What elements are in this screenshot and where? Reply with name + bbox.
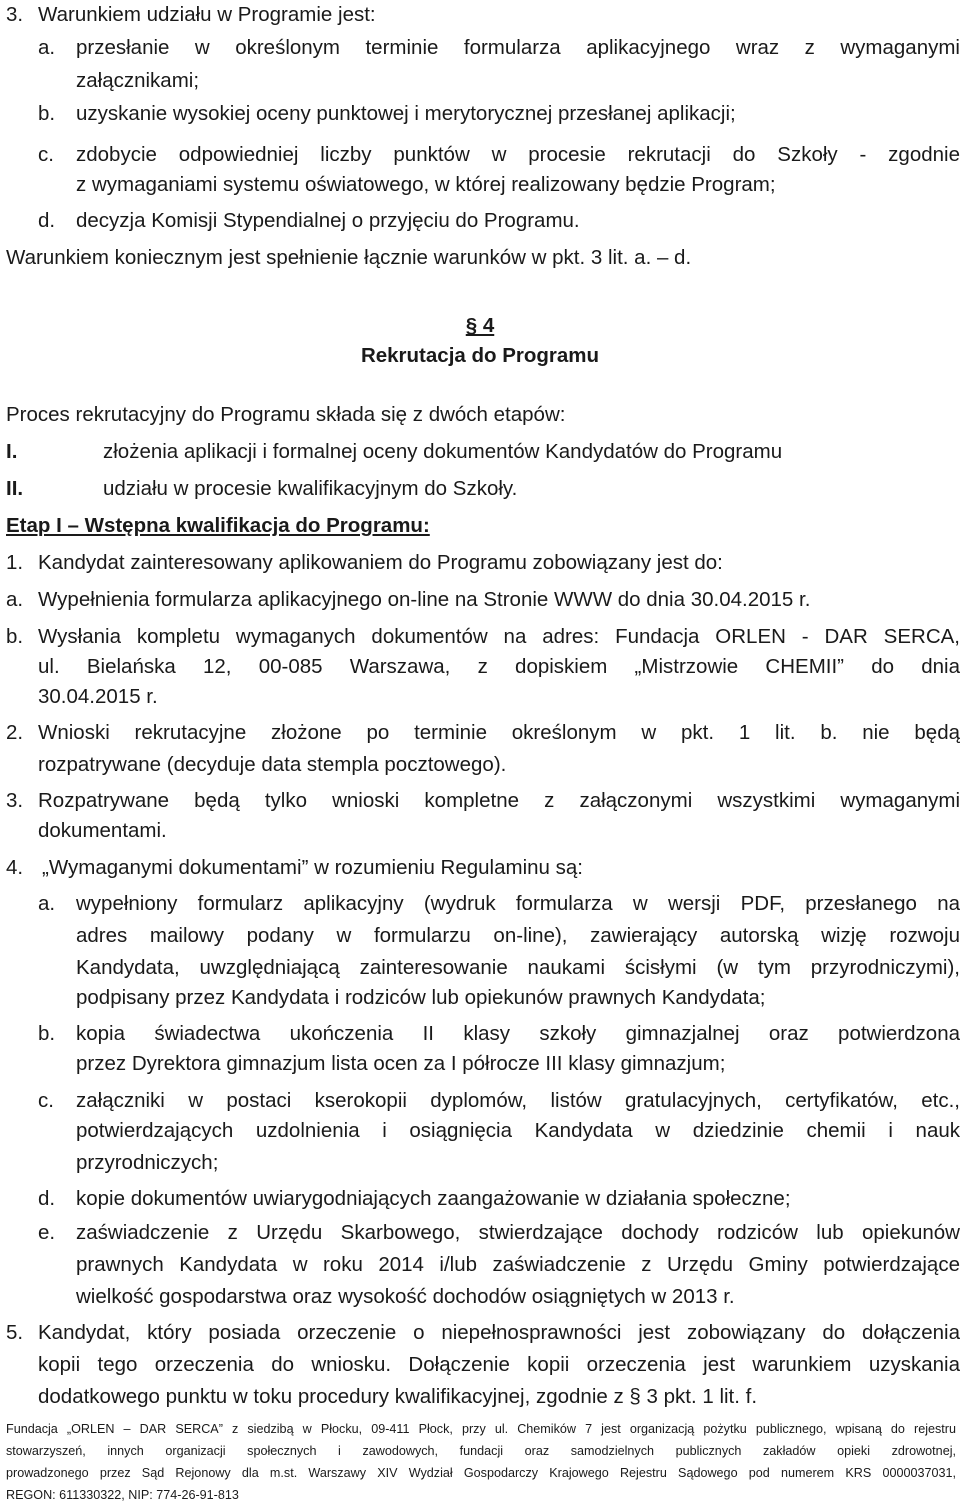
list-letter: b. (38, 1022, 56, 1045)
list-item-line: kopie dokumentów uwiarygodniających zaangażowanie w działania społeczne; (76, 1187, 791, 1210)
list-number: 5. (6, 1321, 24, 1344)
list-item-line: ul. Bielańska 12, 00-085 Warszawa, z dopiskiem „Mistrzowie CHEMII” do dnia (38, 655, 960, 678)
list-number: 4. (6, 856, 24, 879)
list-item-line: zaświadczenie z Urzędu Skarbowego, stwierdzające dochody rodziców lub opiekunów (76, 1221, 960, 1244)
list-item-line: kopia świadectwa ukończenia II klasy szkoły gimnazjalnej oraz potwierdzona (76, 1022, 960, 1045)
stage-number: II. (6, 477, 24, 500)
stage-title: Etap I – Wstępna kwalifikacja do Programu: (6, 514, 430, 537)
list-letter: d. (38, 209, 56, 232)
list-item-line: Wypełnienia formularza aplikacyjnego on-line na Stronie WWW do dnia 30.04.2015 r. (38, 588, 811, 611)
list-item-line: 30.04.2015 r. (38, 685, 158, 708)
list-item-line: Kandydata, uwzględniającą zainteresowanie naukami ścisłymi (w tym przyrodniczymi), (76, 956, 960, 979)
list-item-line: potwierdzających uzdolnienia i osiągnięcia Kandydata w dziedzinie chemii i nauk (76, 1119, 960, 1142)
section-heading: Rekrutacja do Programu (360, 344, 600, 367)
list-item-line: podpisany przez Kandydata i rodziców lub opiekunów prawnych Kandydata; (76, 986, 766, 1009)
footer-line: prowadzonego przez Sąd Rejonowy dla m.st. Warszawy XIV Wydział Gospodarczy Krajowego Rejestru Sądowego pod numerem KRS 0000037031, (6, 1466, 956, 1480)
list-item-line: Kandydat zainteresowany aplikowaniem do Programu zobowiązany jest do: (38, 551, 723, 574)
process-intro: Proces rekrutacyjny do Programu składa się z dwóch etapów: (6, 403, 566, 426)
list-item-line: decyzja Komisji Stypendialnej o przyjęciu do Programu. (76, 209, 580, 232)
list-letter: a. (38, 892, 56, 915)
list-number: 3. (6, 3, 24, 26)
stage-text: złożenia aplikacji i formalnej oceny dokumentów Kandydatów do Programu (103, 440, 783, 463)
list-item-line: „Wymaganymi dokumentami” w rozumieniu Regulaminu są: (42, 856, 583, 879)
condition-text: Warunkiem koniecznym jest spełnienie łącznie warunków w pkt. 3 lit. a. – d. (6, 246, 692, 269)
list-item-line: z wymaganiami systemu oświatowego, w której realizowany będzie Program; (76, 173, 776, 196)
list-letter: a. (6, 588, 24, 611)
footer-line: Fundacja „ORLEN – DAR SERCA” z siedzibą w Płocku, 09-411 Płock, przy ul. Chemików 7 jest organizacją pożytku publicznego, wpisaną do rejestru (6, 1422, 956, 1436)
list-item-line: uzyskanie wysokiej oceny punktowej i merytorycznej przesłanej aplikacji; (76, 102, 736, 125)
stage-text: udziału w procesie kwalifikacyjnym do Szkoły. (103, 477, 518, 500)
list-number: 2. (6, 721, 24, 744)
list-letter: e. (38, 1221, 56, 1244)
list-item-line: dodatkowego punktu w toku procedury kwalifikacyjnej, zgodnie z § 3 pkt. 1 lit. f. (38, 1385, 758, 1408)
list-letter: c. (38, 1089, 54, 1112)
list-item-line: dokumentami. (38, 819, 167, 842)
list-item-line: załącznikami; (76, 69, 200, 92)
list-item-line: Rozpatrywane będą tylko wnioski kompletne z załączonymi wszystkimi wymaganymi (38, 789, 960, 812)
footer-line: REGON: 611330322, NIP: 774-26-91-813 (6, 1488, 239, 1502)
list-letter: c. (38, 143, 54, 166)
list-item-line: przesłanie w określonym terminie formularza aplikacyjnego wraz z wymaganymi (76, 36, 960, 59)
list-item-line: adres mailowy podany w formularzu on-line), zawierający autorską wizję rozwoju (76, 924, 960, 947)
list-letter: d. (38, 1187, 56, 1210)
list-number: 3. (6, 789, 24, 812)
list-letter: a. (38, 36, 56, 59)
stage-number: I. (6, 440, 18, 463)
footer-line: stowarzyszeń, innych organizacji społecznych i zawodowych, fundacji oraz samodzielnych publicznych zakładów opieki zdrowotnej, (6, 1444, 956, 1458)
list-item-line: Wnioski rekrutacyjne złożone po terminie określonym w pkt. 1 lit. b. nie będą (38, 721, 960, 744)
list-letter: b. (6, 625, 24, 648)
list-item-line: Kandydat, który posiada orzeczenie o niepełnosprawności jest zobowiązany do dołączenia (38, 1321, 960, 1344)
list-item-line: prawnych Kandydata w roku 2014 i/lub zaświadczenie z Urzędu Gminy potwierdzające (76, 1253, 960, 1276)
list-item-line: Wysłania kompletu wymaganych dokumentów na adres: Fundacja ORLEN - DAR SERCA, (38, 625, 960, 648)
list-item-line: rozpatrywane (decyduje data stempla pocztowego). (38, 753, 507, 776)
list-item-line: przyrodniczych; (76, 1151, 219, 1174)
list-item-line: przez Dyrektora gimnazjum lista ocen za I półrocze III klasy gimnazjum; (76, 1052, 726, 1075)
list-number: 1. (6, 551, 24, 574)
paragraph-symbol: § 4 (465, 314, 495, 337)
list-item-line: załączniki w postaci kserokopii dyplomów, listów gratulacyjnych, certyfikatów, etc., (76, 1089, 960, 1112)
list-letter: b. (38, 102, 56, 125)
list-item-line: wielkość gospodarstwa oraz wysokość dochodów osiągniętych w 2013 r. (76, 1285, 735, 1308)
section-3-text: Warunkiem udziału w Programie jest: (38, 3, 376, 26)
list-item-line: zdobycie odpowiedniej liczby punktów w procesie rekrutacji do Szkoły - zgodnie (76, 143, 960, 166)
list-item-line: kopii tego orzeczenia do wniosku. Dołączenie kopii orzeczenia jest warunkiem uzyskania (38, 1353, 960, 1376)
list-item-line: wypełniony formularz aplikacyjny (wydruk formularza w wersji PDF, przesłanego na (76, 892, 960, 915)
